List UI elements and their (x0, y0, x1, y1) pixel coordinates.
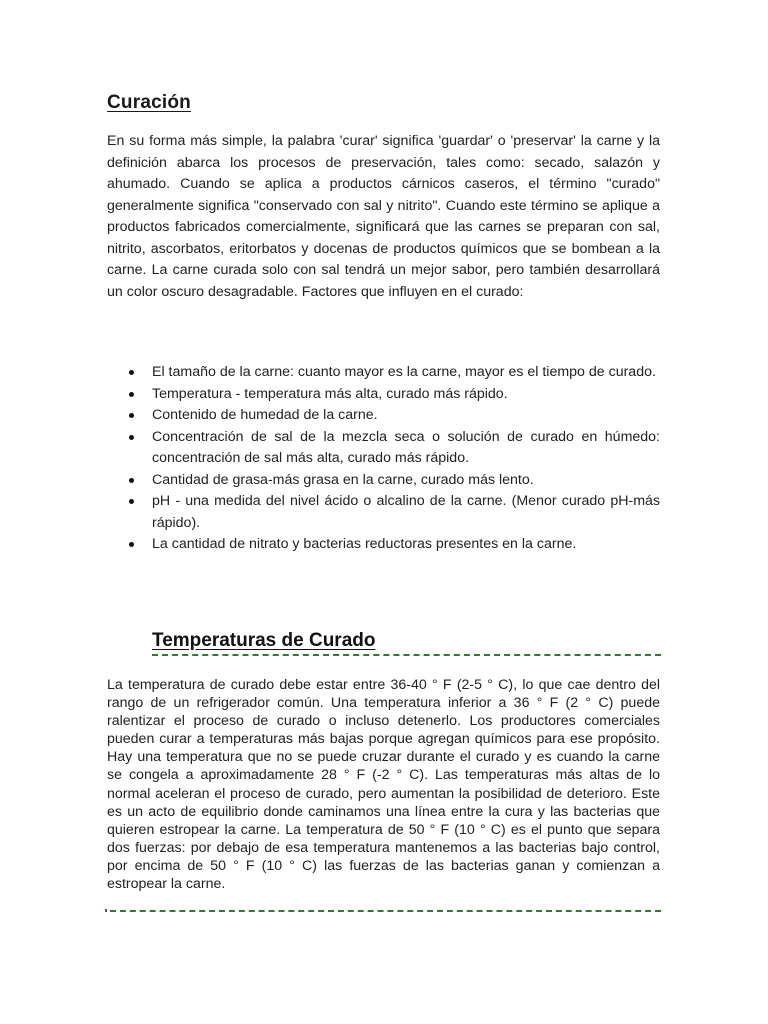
curacion-paragraph: En su forma más simple, la palabra 'curar' significa 'guardar' o 'preservar' la carne y la definición abarca los procesos de preservación, tales como: secado, salazón y ahumado. Cuando se aplica a productos cárnicos caseros, el término "curado" generalmente significa "conservado con sal y nitrito". Cuando este término se aplique a productos fabricados comercialmente, significará que las carnes se preparan con sal, nitrito, ascorbatos, eritorbatos y docenas de productos químicos que se bombean a la carne. La carne curada solo con sal tendrá un mejor sabor, pero también desarrollará un color oscuro desagradable. Factores que influyen en el curado: (107, 133, 660, 300)
curado-factors-list (107, 362, 660, 556)
list-item (107, 491, 660, 534)
bullet-icon (129, 499, 134, 504)
list-item-text: Concentración de sal de la mezcla seca o solución de curado en húmedo: concentración de sal más alta, curado más rápido. (152, 428, 660, 466)
bullet-icon (129, 392, 134, 397)
bullet-icon (129, 542, 134, 547)
temperaturas-paragraph: La temperatura de curado debe estar entre 36-40 ° F (2-5 ° C), lo que cae dentro del rango de un refrigerador común. Una temperatura inferior a 36 ° F (2 ° C) puede ralentizar el proceso de curado o incluso detenerlo. Los productores comerciales pueden curar a temperaturas más bajas porque agregan químicos para ese propósito. Hay una temperatura que no se puede cruzar durante el curado y es cuando la carne se congela a aproximadamente 28 ° F (-2 ° C). Las temperaturas más altas de lo normal aceleran el proceso de curado, pero aumentan la posibilidad de deterioro. Este es un acto de equilibrio donde caminamos una línea entre la cura y las bacterias que quieren estropear la carne. La temperatura de 50 ° F (10 ° C) es el punto que separa dos fuerzas: por debajo de esa temperatura mantenemos a las bacterias bajo control, por encima de 50 ° F (10 ° C) las fuerzas de las bacterias ganan y comienzan a estropear la carne. (107, 677, 660, 893)
bottom-dashed-divider (110, 910, 661, 912)
heading-dashed-divider (152, 654, 661, 656)
list-item (107, 470, 660, 492)
list-item-text: Cantidad de grasa-más grasa en la carne, curado más lento. (152, 471, 534, 488)
list-item-text: Contenido de humedad de la carne. (152, 407, 378, 423)
list-item-text: La cantidad de nitrato y bacterias reductoras presentes en la carne. (152, 536, 577, 552)
list-item (107, 534, 660, 556)
bullet-icon (129, 370, 134, 375)
list-item (107, 427, 660, 470)
section-title-temperaturas: Temperaturas de Curado (152, 630, 376, 651)
bullet-icon (129, 413, 134, 418)
list-item (107, 384, 660, 406)
list-item-text: pH - una medida del nivel ácido o alcalino de la carne. (Menor curado pH-más rápido). (152, 493, 660, 531)
bullet-icon (129, 435, 134, 440)
divider-tick-mark (105, 909, 107, 912)
list-item (107, 362, 660, 384)
bullet-icon (129, 478, 134, 483)
list-item-text: El tamaño de la carne: cuanto mayor es la carne, mayor es el tiempo de curado. (152, 364, 656, 380)
section-title-curacion: Curación (107, 92, 191, 113)
list-item-text: Temperatura - temperatura más alta, curado más rápido. (152, 385, 508, 402)
list-item (107, 405, 660, 427)
